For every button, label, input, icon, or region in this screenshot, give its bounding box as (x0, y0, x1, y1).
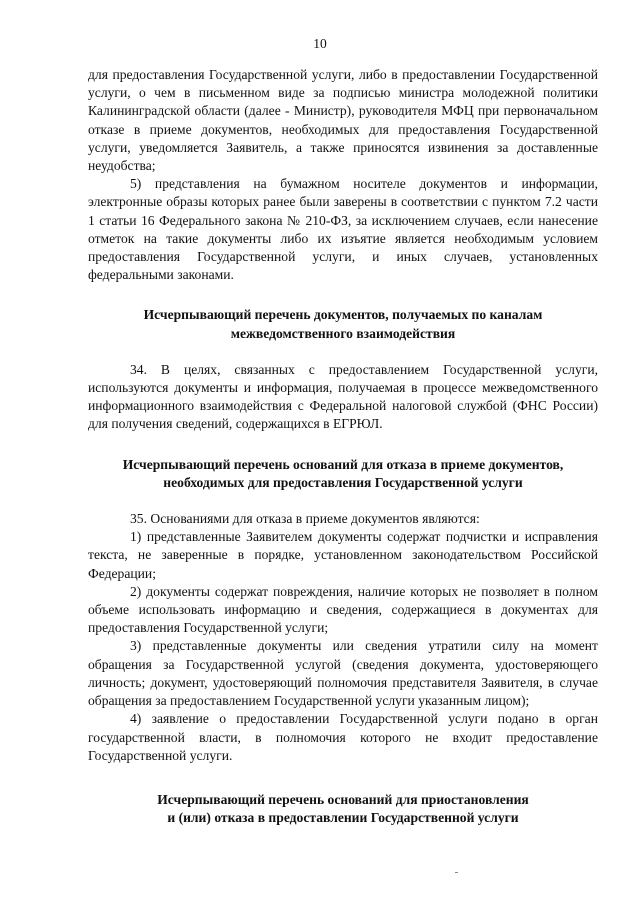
heading-line: Исчерпывающий перечень оснований для приостановления (157, 791, 529, 807)
heading-line: Исчерпывающий перечень оснований для отказа в приеме документов, (122, 456, 564, 472)
section-heading-interagency-documents (88, 306, 598, 342)
heading-line: межведомственного взаимодействия (230, 325, 456, 341)
paragraph-35-item-2: 2) документы содержат повреждения, наличие которых не позволяет в полном объеме использовать информацию и сведения, содержащиеся в документах для предоставления Государственной услуги; (88, 583, 598, 636)
paragraph-35: 35. Основаниями для отказа в приеме документов являются: (130, 511, 480, 527)
section-heading-suspension-grounds (88, 791, 598, 827)
paragraph-35-item-3: 3) представленные документы или сведения утратили силу на момент обращения за Государственной услугой (сведения документа, удостоверяющего личность; документ, удостоверяющий полномочия представителя Заявителя, в случае обращения за предоставлением Государственной услуги указанным лицом); (88, 638, 598, 709)
heading-line: необходимых для предоставления Государственной услуги (163, 474, 523, 490)
page-number: 10 (313, 36, 327, 51)
scan-speck (455, 872, 458, 873)
paragraph-continuation: для предоставления Государственной услуги, либо в предоставлении Государственной услуги, о чем в письменном виде за подписью министра молодежной политики Калининградской области (далее - Министр), руководителя МФЦ при первоначальном отказе в приеме документов, необходимых для предоставления Государственной услуги, уведомляется Заявитель, а также приносятся извинения за доставленные неудобства; (88, 67, 598, 174)
section-heading-refusal-grounds (88, 456, 598, 492)
document-body (88, 66, 598, 827)
paragraph-35-item-4: 4) заявление о предоставлении Государственной услуги подано в орган государственной власти, в полномочия которого не входит предоставление Государственной услуги. (88, 711, 598, 763)
paragraph-item-5: 5) представления на бумажном носителе документов и информации, электронные образы которых ранее были заверены в соответствии с пунктом 7.2 части 1 статьи 16 Федерального закона № 210-ФЗ, за исключением случаев, если нанесение отметок на такие документы либо их изъятие является необходимым условием предоставления Государственной услуги, и иных случаев, установленных федеральными законами. (88, 176, 598, 283)
heading-line: и (или) отказа в предоставлении Государственной услуги (167, 810, 519, 826)
heading-line: Исчерпывающий перечень документов, получаемых по каналам (143, 307, 543, 323)
paragraph-34: 34. В целях, связанных с предоставлением Государственной услуги, используются документы и информация, получаемая в процессе межведомственного информационного взаимодействия с Федеральной налоговой службой (ФНС России) для получения сведений, содержащихся в ЕГРЮЛ. (88, 361, 598, 432)
paragraph-35-item-1: 1) представленные Заявителем документы содержат подчистки и исправления текста, не заверенные в порядке, установленном законодательством Российской Федерации; (88, 529, 598, 581)
